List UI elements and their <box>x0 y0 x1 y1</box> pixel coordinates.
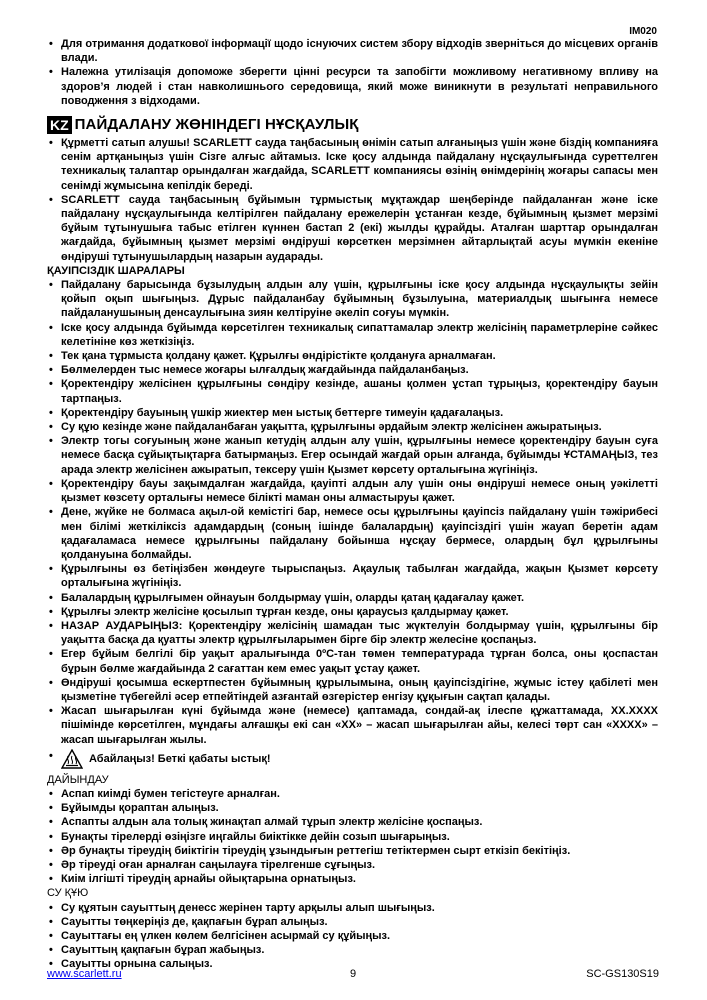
list-item: • Для отримання додаткової інформації щодо існуючих систем збору відходів зверніться до місцевих органів влади. <box>47 37 658 65</box>
list-item: • Пайдалану барысында бұзылудың алдын алу үшін, құрылғыны іске қосу алдында нұсқаулықты зейін қойып оқып шығыңыз. Дұрыс пайдаланбау бұйымның бұзылуына, материалдық шығынға немесе пайдаланушының денсаулығына зиян келтіруіне әкеліп соғуы мүмкін. <box>47 278 658 321</box>
section-title: ПАЙДАЛАНУ ЖӨНІНДЕГІ НҰСҚАУЛЫҚ <box>74 115 359 133</box>
list-item: • Құрылғыны өз бетіңізбен жөндеуге тырыспаңыз. Ақаулық табылған жағдайда, жақын Қызмет көрсету орталығына жүгініңіз. <box>47 562 658 590</box>
list-item: • Бөлмелерден тыс немесе жоғары ылғалдық жағдайында пайдаланбаңыз. <box>47 363 658 377</box>
list-item: • Қоректендіру желісінен құрылғыны сөндіру кезінде, ашаны қолмен ұстап тұрыңыз, қоректендіру бауын тартпаңыз. <box>47 377 658 405</box>
list-item: • Құрылғы электр желісіне қосылып тұрған кезде, оны қараусыз қалдырмау қажет. <box>47 605 658 619</box>
list-item: • Қоректендіру бауы зақымдалған жағдайда, қауіпті алдын алу үшін оны өндіруші немесе оның уәкілетті қызмет көзсету орталығы немесе білікті маман оны алмастыруы қажет. <box>47 477 658 505</box>
list-item: • Киім ілгішті тіреудің арнайы ойықтарына орнатыңыз. <box>47 872 658 886</box>
list-item: • Бунақты тірелерді өзіңізге иңгайлы биіктікке дейін созып шығарыңыз. <box>47 830 658 844</box>
list-item: • Балалардың құрылғымен ойнауын болдырмау үшін, оларды қатаң қадағалау қажет. <box>47 591 658 605</box>
list-item: • Іске қосу алдында бұйымда көрсетілген техникалық сипаттамалар электр желісінің параметрлеріне сәйкес келетініне көз жеткізіңіз. <box>47 321 658 349</box>
page-number: 9 <box>349 968 357 980</box>
list-item: • Аспап киімді бумен тегістеуге арналған. <box>47 787 658 801</box>
list-item: • Қоректендіру бауының үшкір жиектер мен ыстық беттерге тимеуін қадағалаңыз. <box>47 406 658 420</box>
list-item: • Аспапты алдын ала толық жинақтап алмай тұрып электр желісіне қоспаңыз. <box>47 815 658 829</box>
list-item: • SCARLETT сауда таңбасының бұйымын тұрмыстық мұқтаждар шеңберінде пайдаланған және іске пайдалану нұсқаулығында келтірілген пайдалану ережелерін ұстанған кезде, бұйымның қызмет мерзімі бұйым тұтынушыға табыс етілген күннен бастап 2 (екі) жылды құрайды. Аталған шарттар орындалған жағдайда, бұйымның қызмет мерзімі өндіруші көрсеткен мерзімнен айтарлықтай асуы мүмкін екеніне өндіруші тұтынушылардың назарын аударады. <box>47 193 658 264</box>
prepare-title: ДАЙЫНДАУ <box>47 773 109 786</box>
list-item: • Жасап шығарылған күні бұйымда және (немесе) қаптамада, сондай-ақ ілеспе құжаттамада, XX.XXXX пішімінде көрсетілген, мұндағы алғашқы екі сан «XX» – жасап шығарылған айы, келесі төрт сан «XXXX» – жасап шығарылған жылы. <box>47 704 658 747</box>
water-list <box>47 901 658 972</box>
page-content <box>47 37 658 972</box>
general-list <box>47 136 658 264</box>
list-item: • Электр тогы соғуының және жанып кетудің алдын алу үшін, құрылғыны немесе қоректендіру бауын суға немесе басқа сұйықтықтарға батырмаңыз. Егер осындай жағдай орын алғанда, бұйымды ҰСТАМАҢЫЗ, тез арада электр желісінен ажыратып, тексеру үшін Қызмет көрсету орталығына жүгініңіз. <box>47 434 658 477</box>
list-item: • Өндіруші қосымша ескертпестен бұйымның құрылымына, оның қауіпсіздігіне, жұмыс істеу қабілеті мен қызметіне түбегейлі әсер етпейтіндей азғантай өзгерістер енгізу құқығын сақтап қалады. <box>47 676 658 704</box>
list-item: • Су құятын сауыттың денесс жерінен тарту арқылы алып шығыңыз. <box>47 901 658 915</box>
hot-surface-icon <box>61 749 83 769</box>
list-item: • Належна утилізація допоможе зберегти цінні ресурси та запобігти можливому негативному впливу на здоров’я людей і стан навколишнього середовища, який може виникнути в результаті неправильного поводження з відходами. <box>47 65 658 108</box>
prepare-list <box>47 787 658 886</box>
hot-surface-warning <box>47 749 658 769</box>
list-item: • Тек қана тұрмыста қолдану қажет. Құрылғы өндірістікте қолдануға арналмаған. <box>47 349 658 363</box>
list-item: • Әр тіреуді оған арналған саңылауға тірелгенше сұғыңыз. <box>47 858 658 872</box>
water-title: СУ ҚҰЮ <box>47 887 89 900</box>
list-item: • Бұйымды қораптан алыңыз. <box>47 801 658 815</box>
section-heading <box>47 116 658 134</box>
model-number: SC-GS130S19 <box>586 968 659 980</box>
warning-text: • Абайлаңыз! Беткі қабаты ыстық! <box>89 752 271 765</box>
list-item: • Әр бунақты тіреудің биіктігін тіреудің ұзындығын реттегіш тетіктермен сырт еткізіп бекітіңіз. <box>47 844 658 858</box>
safety-list <box>47 278 658 769</box>
website-link[interactable]: www.scarlett.ru <box>47 968 122 980</box>
intro-list <box>47 37 658 108</box>
list-item: • Дене, жүйке не болмаса ақыл-ой кемістігі бар, немесе осы құрылғыны қауіпсіз пайдалану үшін тәжірибесі мен білімі жеткіліксіз адамдардың (соның ішінде балалардың) қауіпсіздігі үшін жауап беретін адам қадағаламаса немесе құрылғыны пайдалану бойынша нұсқау бермесе, олардың бұл құрылғыны қолдануына болмайды. <box>47 505 658 562</box>
list-item: • Су құю кезінде және пайдаланбаған уақытта, құрылғыны әрдайым электр желісінен ажыратыңыз. <box>47 420 658 434</box>
list-item: • Сауытты орнына салыңыз. <box>47 957 658 971</box>
list-item: • Сауыттағы ең үлкен көлем белгісінен асырмай су құйыңыз. <box>47 929 658 943</box>
document-code: IM020 <box>629 26 657 37</box>
list-item: • НАЗАР АУДАРЫҢЫЗ: Қоректендіру желісінің шамадан тыс жүктелуін болдырмау үшін, құрылғыны бір уақытта басқа да қуатты электр құрылғыларымен бірге бір электр желесіне қоспаңыз. <box>47 619 658 647</box>
list-item: • Егер бұйым белгілі бір уақыт аралығында 0ºC-тан төмен температурада тұрған болса, оны қоспастан бұрын бөлме жағдайында 2 сағаттан кем емес уақыт ұстау қажет. <box>47 647 658 675</box>
list-item: • Құрметті сатып алушы! SCARLETT сауда таңбасының өнімін сатып алғаныңыз үшін және біздің компанияға сенім артқаныңыз үшін Сізге алғыс айтамыз. Іске қосу алдында пайдалану нұсқаулығында суреттелген техникалық талаптар орындалған жағдайда, SCARLETT компаниясы өзінің өнімдерінің жоғары сапасы мен сенімді жұмысына кепілдік береді. <box>47 136 658 193</box>
list-item: • Сауытты төңкеріңіз де, қақпағын бұрап алыңыз. <box>47 915 658 929</box>
safety-title: ҚАУІПСІЗДІК ШАРАЛАРЫ <box>47 264 185 277</box>
list-item: • Сауыттың қақпағын бұрап жабыңыз. <box>47 943 658 957</box>
language-badge: KZ <box>47 116 72 134</box>
